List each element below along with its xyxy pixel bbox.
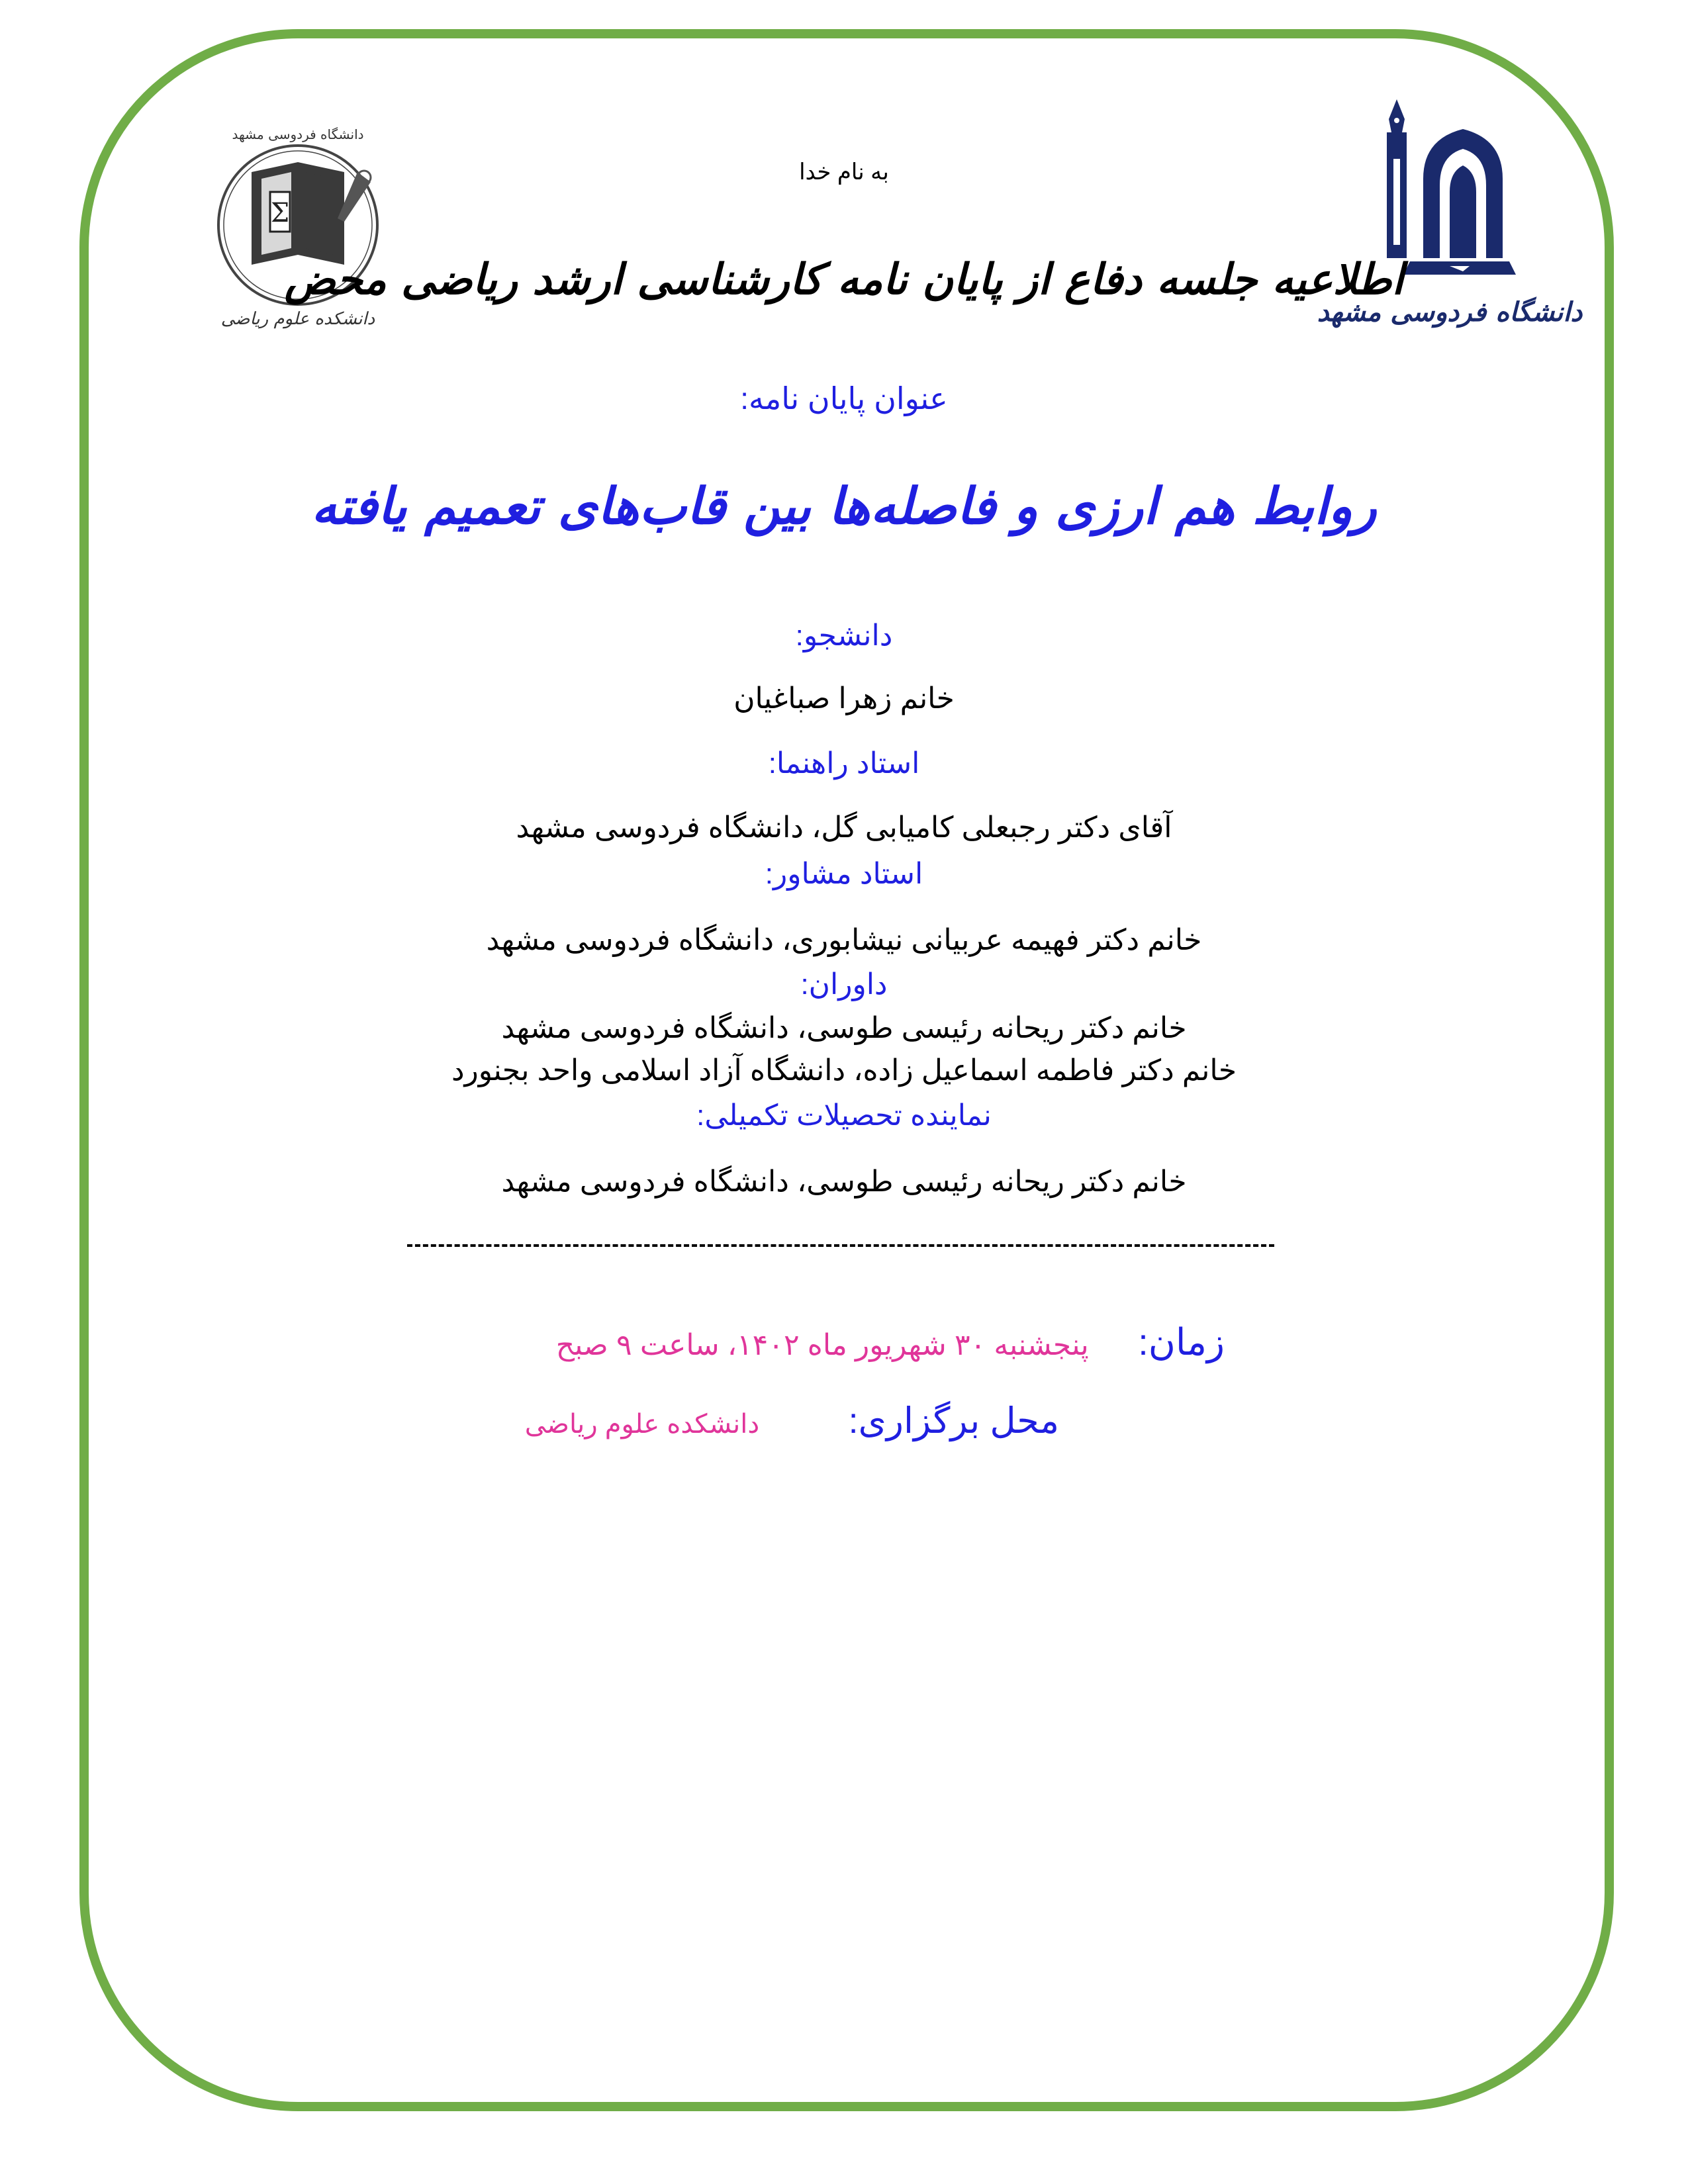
advisor-label: استاد مشاور: (765, 858, 923, 890)
logo-left-bottom-text: دانشکده علوم ریاضی (220, 309, 375, 329)
referees-label: داوران: (800, 968, 888, 1001)
time-label: زمان: (1138, 1321, 1225, 1363)
dashed-separator (407, 1244, 1274, 1247)
bismillah-text: به نام خدا (799, 159, 889, 185)
graduate-rep-label: نماینده تحصیلات تکمیلی: (696, 1099, 992, 1132)
place-label: محل برگزاری: (848, 1401, 1059, 1441)
time-row (556, 1320, 1225, 1364)
time-value: پنجشنبه ۳۰ شهریور ماه ۱۴۰۲، ساعت ۹ صبح (555, 1329, 1089, 1361)
svg-text:Σ: Σ (270, 198, 290, 228)
logo-right-text: دانشگاه فردوسی مشهد (1317, 296, 1583, 328)
advisor-name: خانم دکتر فهیمه عربیانی نیشابوری، دانشگاه فردوسی مشهد (486, 924, 1202, 956)
faculty-of-mathematics-logo (199, 99, 397, 351)
referee-name: خانم دکتر فاطمه اسماعیل زاده، دانشگاه آزاد اسلامی واحد بجنورد (451, 1054, 1237, 1087)
supervisor-label: استاد راهنما: (768, 747, 920, 780)
supervisor-name: آقای دکتر رجبعلی کامیابی گل، دانشگاه فردوسی مشهد (516, 811, 1172, 844)
graduate-rep-name: خانم دکتر ریحانه رئیسی طوسی، دانشگاه فردوسی مشهد (501, 1165, 1187, 1198)
thesis-title: روابط هم ارزی و فاصله‌ها بین قاب‌های تعمیم یافته (311, 477, 1377, 535)
place-value: دانشکده علوم ریاضی (524, 1410, 760, 1439)
thesis-title-label: عنوان پایان نامه: (740, 381, 948, 416)
referee-name: خانم دکتر ریحانه رئیسی طوسی، دانشگاه فردوسی مشهد (501, 1012, 1187, 1044)
announcement-title: اطلاعیه جلسه دفاع از پایان نامه کارشناسی ارشد ریاضی محض (284, 255, 1404, 304)
student-label: دانشجو: (795, 619, 893, 652)
ferdowsi-university-logo (1317, 93, 1583, 344)
place-row (525, 1400, 1059, 1441)
logo-left-top-text: دانشگاه فردوسی مشهد (232, 126, 364, 142)
student-name: خانم زهرا صباغیان (733, 682, 955, 715)
